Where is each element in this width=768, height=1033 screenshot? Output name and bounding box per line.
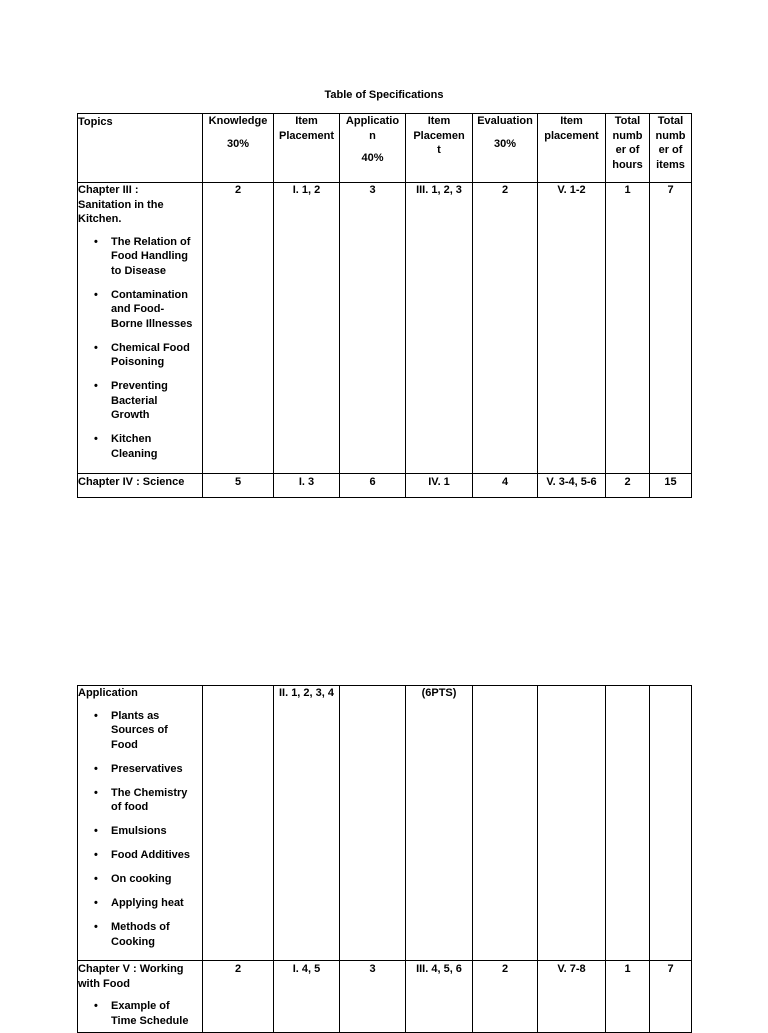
specifications-table: [77, 113, 692, 498]
header-total-items: [650, 114, 692, 183]
header-knowledge: [203, 114, 274, 183]
table-row: [78, 183, 692, 474]
bullet-icon: •: [94, 873, 98, 885]
list-item: [78, 848, 202, 863]
list-item: [78, 872, 202, 887]
subtopic-line: Poisoning: [111, 356, 165, 368]
subtopic-line: Applying heat: [111, 897, 184, 909]
topic-cell: Chapter IV : Science: [78, 474, 203, 498]
subtopic-line: Growth: [111, 409, 150, 421]
subtopic-line: Time Schedule: [111, 1014, 189, 1027]
header-text: Item: [560, 115, 583, 127]
total-hours-cell: [606, 686, 650, 961]
bullet-icon: •: [94, 235, 98, 248]
subtopic-line: Chemical Food: [111, 341, 190, 354]
application-cell: [340, 686, 406, 961]
list-item: [78, 709, 202, 753]
header-text: Total: [657, 115, 684, 127]
evaluation-cell: 2: [473, 183, 538, 474]
list-item: [78, 432, 202, 461]
topic-line: Chapter V : Working: [78, 963, 184, 975]
evaluation-cell: 4: [473, 474, 538, 498]
total-items-cell: 15: [650, 474, 692, 498]
header-text: Applicatio: [345, 115, 400, 127]
document-title: Table of Specifications: [324, 89, 444, 101]
item-placement-cell: [538, 686, 606, 961]
subtopic-line: Cleaning: [111, 447, 158, 460]
subtopic-line: and Food-: [111, 303, 165, 315]
bullet-icon: •: [94, 825, 98, 837]
item-placement-cell: III. 4, 5, 6: [406, 961, 473, 1033]
item-placement-cell: V. 7-8: [538, 961, 606, 1033]
subtopic-line: Methods of: [111, 921, 170, 933]
subtopic-line: Food Additives: [111, 849, 191, 861]
list-item: [78, 824, 202, 839]
header-application-pct: 40%: [361, 152, 384, 164]
subtopic-line: to Disease: [111, 264, 167, 277]
list-item: [78, 379, 202, 423]
item-placement-cell: IV. 1: [406, 474, 473, 498]
total-hours-cell: 1: [606, 183, 650, 474]
evaluation-cell: [473, 686, 538, 961]
header-text: er of: [615, 144, 640, 156]
header-knowledge-label: Knowledge: [208, 115, 268, 127]
bullet-icon: •: [94, 341, 98, 354]
header-total-hours: [606, 114, 650, 183]
subtopic-line: Example of: [111, 1000, 170, 1012]
list-item: [78, 235, 202, 279]
header-text: Item: [295, 115, 318, 127]
header-topics-label: Topics: [78, 116, 113, 128]
bullet-icon: •: [94, 897, 98, 909]
header-text: Item: [427, 115, 451, 127]
header-item-placement-1: [274, 114, 340, 183]
topic-cell: [78, 686, 203, 961]
header-text: items: [656, 158, 685, 171]
knowledge-cell: 2: [203, 183, 274, 474]
header-text: n: [369, 129, 376, 142]
subtopic-line: Preventing: [111, 380, 168, 392]
header-knowledge-pct: 30%: [226, 137, 250, 150]
bullet-icon: •: [94, 762, 98, 775]
bullet-icon: •: [94, 433, 98, 445]
header-text: Placemen: [413, 129, 465, 142]
table-row: [78, 474, 692, 498]
bullet-icon: •: [94, 1000, 98, 1012]
subtopic-line: Borne Illnesses: [111, 317, 193, 330]
header-text: placement: [544, 129, 599, 142]
item-placement-cell: (6PTS): [406, 686, 473, 961]
total-hours-cell: 2: [606, 474, 650, 498]
application-cell: 3: [340, 183, 406, 474]
knowledge-cell: 5: [203, 474, 274, 498]
subtopic-line: Cooking: [111, 935, 155, 948]
table-row: [78, 686, 692, 961]
header-item-placement-3: [538, 114, 606, 183]
list-item: [78, 920, 202, 949]
list-item: [78, 288, 202, 332]
subtopic-line: The Chemistry: [111, 786, 188, 799]
knowledge-cell: [203, 686, 274, 961]
subtopic-list: [78, 709, 202, 950]
total-hours-cell: 1: [606, 961, 650, 1033]
header-evaluation-pct: 30%: [493, 137, 517, 150]
topic-cell: [78, 183, 203, 474]
topic-line: Application: [78, 687, 138, 699]
subtopic-list: [78, 235, 202, 462]
header-text: Evaluation: [477, 115, 533, 127]
subtopic-line: Plants as: [111, 709, 160, 722]
total-items-cell: [650, 686, 692, 961]
header-text: numb: [655, 129, 686, 142]
item-placement-cell: I. 4, 5: [274, 961, 340, 1033]
topic-line: Sanitation in the: [78, 198, 164, 211]
item-placement-cell: III. 1, 2, 3: [406, 183, 473, 474]
topic-line: with Food: [78, 977, 130, 990]
list-item: [78, 762, 202, 777]
header-application: [340, 114, 406, 183]
header-item-placement-2: [406, 114, 473, 183]
list-item: [78, 786, 202, 815]
total-items-cell: 7: [650, 183, 692, 474]
topic-line: Chapter III :: [78, 184, 139, 196]
table-row: [78, 961, 692, 1033]
bullet-icon: •: [94, 380, 98, 392]
header-row: [78, 114, 692, 183]
list-item: [78, 896, 202, 911]
subtopic-line: Contamination: [111, 288, 188, 301]
subtopic-line: On cooking: [111, 873, 172, 885]
list-item: [78, 341, 202, 370]
bullet-icon: •: [94, 288, 98, 301]
subtopic-line: Sources of: [111, 724, 168, 736]
subtopic-line: Preservatives: [111, 762, 183, 775]
evaluation-cell: 2: [473, 961, 538, 1033]
header-text: Placement: [278, 129, 335, 142]
header-evaluation: [473, 114, 538, 183]
header-text: hours: [612, 158, 643, 171]
item-placement-cell: I. 1, 2: [274, 183, 340, 474]
subtopic-line: The Relation of: [111, 235, 191, 248]
bullet-icon: •: [94, 849, 98, 861]
knowledge-cell: 2: [203, 961, 274, 1033]
subtopic-line: Emulsions: [111, 825, 167, 837]
header-text: t: [437, 144, 441, 156]
item-placement-cell: I. 3: [274, 474, 340, 498]
topic-cell: [78, 961, 203, 1033]
application-cell: 3: [340, 961, 406, 1033]
subtopic-line: Kitchen: [111, 433, 152, 445]
application-cell: 6: [340, 474, 406, 498]
header-topics: [78, 114, 203, 183]
subtopic-line: of food: [111, 801, 149, 813]
bullet-icon: •: [94, 786, 98, 799]
header-text: er of: [658, 144, 683, 156]
specifications-table-continued: [77, 685, 692, 1033]
topic-line: Kitchen.: [78, 213, 122, 225]
bullet-icon: •: [94, 921, 98, 933]
subtopic-line: Food Handling: [111, 250, 188, 262]
subtopic-line: Bacterial: [111, 394, 158, 407]
header-text: Total: [614, 115, 641, 127]
header-text: numb: [612, 129, 643, 142]
total-items-cell: 7: [650, 961, 692, 1033]
subtopic-line: Food: [111, 738, 138, 751]
bullet-icon: •: [94, 709, 98, 722]
item-placement-cell: V. 1-2: [538, 183, 606, 474]
item-placement-cell: II. 1, 2, 3, 4: [274, 686, 340, 961]
topic-cell-clip: [78, 962, 202, 1032]
item-placement-cell: V. 3-4, 5-6: [538, 474, 606, 498]
